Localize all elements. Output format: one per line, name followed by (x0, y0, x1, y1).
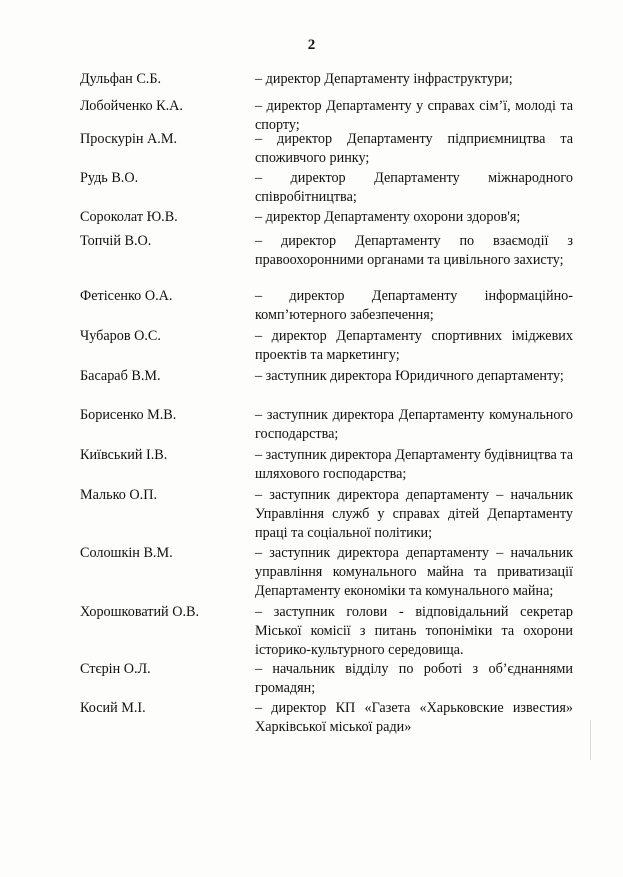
person-name: Малько О.П. (80, 487, 157, 503)
person-position: – заступник директора департаменту – начальник управління комунального майна та приватизації Департаменту економіки та комунального майна; (255, 545, 573, 599)
person-position: – директор Департаменту у справах сім’ї, молоді та спорту; (255, 98, 573, 133)
person-name: Фетісенко О.А. (80, 288, 173, 304)
person-position: – директор Департаменту спортивних іміджевих проектів та маркетингу; (255, 328, 573, 363)
person-name: Басараб В.М. (80, 368, 161, 384)
person-name: Сороколат Ю.В. (80, 209, 178, 225)
person-position: – директор Департаменту по взаємодії з правоохоронними органами та цивільного захисту; (255, 233, 573, 268)
person-name: Дульфан С.Б. (80, 71, 162, 87)
person-name: Хорошковатий О.В. (80, 604, 199, 620)
person-name: Солошкін В.М. (80, 545, 173, 561)
person-position: – директор КП «Газета «Харьковские известия» Харківської міської ради» (255, 700, 573, 735)
person-name: Борисенко М.В. (80, 407, 177, 423)
person-position: – начальник відділу по роботі з об’єднаннями громадян; (255, 661, 573, 696)
person-name: Рудь В.О. (80, 170, 139, 186)
person-position: – заступник директора Департаменту будівництва та шляхового господарства; (255, 447, 573, 482)
person-name: Косий М.І. (80, 700, 146, 716)
person-name: Київський І.В. (80, 447, 168, 463)
person-position: – заступник директора Департаменту комунального господарства; (255, 407, 573, 442)
person-position: – директор Департаменту інфраструктури; (255, 71, 513, 87)
person-position: – заступник директора департаменту – начальник Управління служб у справах дітей Департаменту праці та соціальної політики; (255, 487, 573, 541)
person-position: – заступник голови - відповідальний секретар Міської комісії з питань топоніміки та охорони історико-культурного середовища. (255, 604, 573, 658)
person-name: Лобойченко К.А. (80, 98, 183, 114)
person-position: – директор Департаменту підприємництва та споживчого ринку; (255, 131, 573, 166)
person-position: – директор Департаменту охорони здоров'я; (255, 209, 521, 225)
person-position: – заступник директора Юридичного департаменту; (255, 368, 564, 384)
scan-artifact (590, 720, 591, 760)
page-number: 2 (307, 37, 316, 53)
person-name: Проскурін А.М. (80, 131, 177, 147)
person-position: – директор Департаменту інформаційно-комп’ютерного забезпечення; (255, 288, 573, 323)
person-name: Топчій В.О. (80, 233, 152, 249)
person-name: Чубаров О.С. (80, 328, 161, 344)
person-name: Стєрін О.Л. (80, 661, 151, 677)
person-position: – директор Департаменту міжнародного співробітництва; (255, 170, 573, 205)
